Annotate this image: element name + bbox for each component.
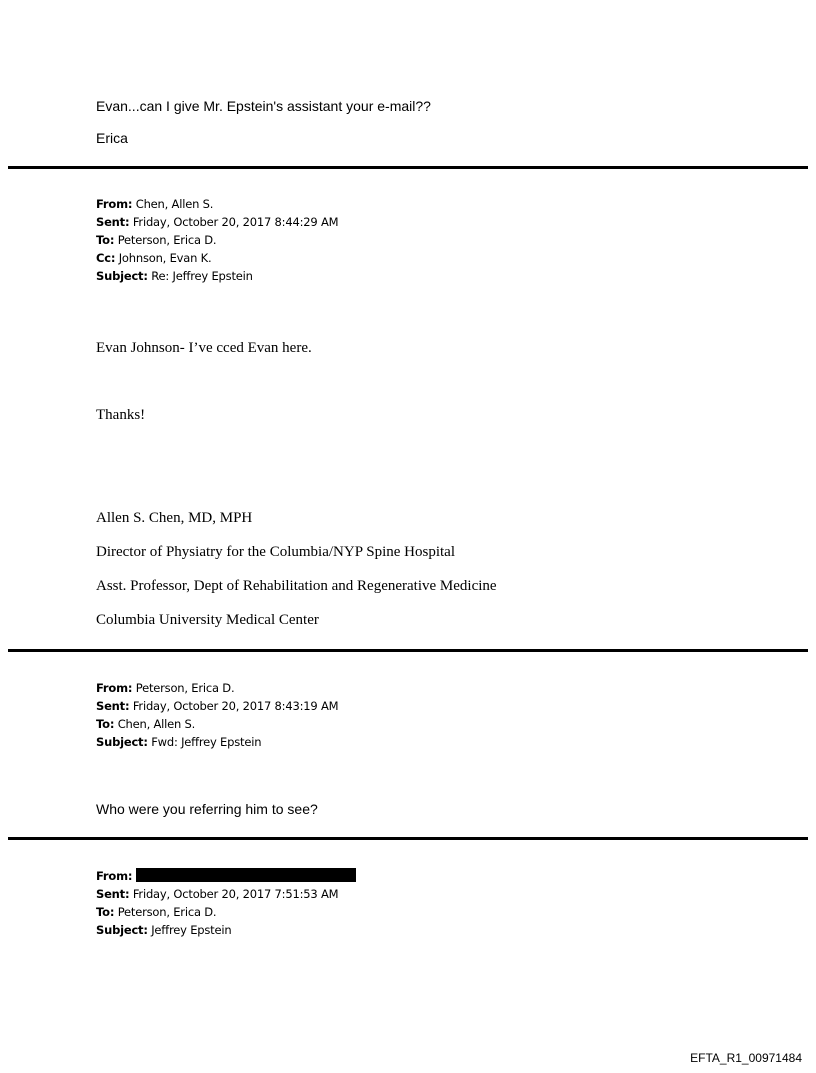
subject-value: Re: Jeffrey Epstein [151, 269, 253, 283]
to-label: To: [96, 717, 115, 731]
sent-label: Sent: [96, 215, 130, 229]
to-label: To: [96, 905, 115, 919]
email-header-1 [96, 195, 338, 285]
sent-label: Sent: [96, 699, 130, 713]
cc-value: Johnson, Evan K. [118, 251, 212, 265]
divider [8, 649, 808, 652]
email-body-line: Evan Johnson- I’ve cced Evan here. [96, 340, 312, 356]
email-body-line: Who were you referring him to see? [96, 801, 318, 817]
redaction-bar [136, 868, 356, 882]
subject-label: Subject: [96, 269, 148, 283]
email-body-thanks: Thanks! [96, 407, 146, 423]
sent-value: Friday, October 20, 2017 8:43:19 AM [132, 699, 339, 713]
top-message-signoff: Erica [96, 130, 128, 146]
to-value: Chen, Allen S. [117, 717, 196, 731]
divider [8, 166, 808, 169]
signature-title: Director of Physiatry for the Columbia/NYP Spine Hospital [96, 544, 455, 560]
sent-label: Sent: [96, 887, 130, 901]
subject-value: Fwd: Jeffrey Epstein [151, 735, 262, 749]
email-header-3 [96, 867, 356, 939]
to-value: Peterson, Erica D. [117, 905, 217, 919]
signature-name: Allen S. Chen, MD, MPH [96, 510, 253, 526]
from-label: From: [96, 197, 133, 211]
from-label: From: [96, 681, 133, 695]
cc-label: Cc: [96, 251, 116, 265]
top-message-line: Evan...can I give Mr. Epstein's assistant your e-mail?? [96, 98, 431, 114]
divider [8, 837, 808, 840]
to-value: Peterson, Erica D. [117, 233, 217, 247]
document-id: EFTA_R1_00971484 [690, 1051, 802, 1065]
subject-value: Jeffrey Epstein [151, 923, 232, 937]
signature-institution: Columbia University Medical Center [96, 612, 319, 628]
from-value: Chen, Allen S. [135, 197, 214, 211]
signature-dept: Asst. Professor, Dept of Rehabilitation and Regenerative Medicine [96, 578, 497, 594]
from-value: Peterson, Erica D. [135, 681, 235, 695]
sent-value: Friday, October 20, 2017 7:51:53 AM [132, 887, 339, 901]
subject-label: Subject: [96, 923, 148, 937]
to-label: To: [96, 233, 115, 247]
subject-label: Subject: [96, 735, 148, 749]
sent-value: Friday, October 20, 2017 8:44:29 AM [132, 215, 339, 229]
from-label: From: [96, 869, 133, 883]
email-header-2 [96, 679, 338, 751]
